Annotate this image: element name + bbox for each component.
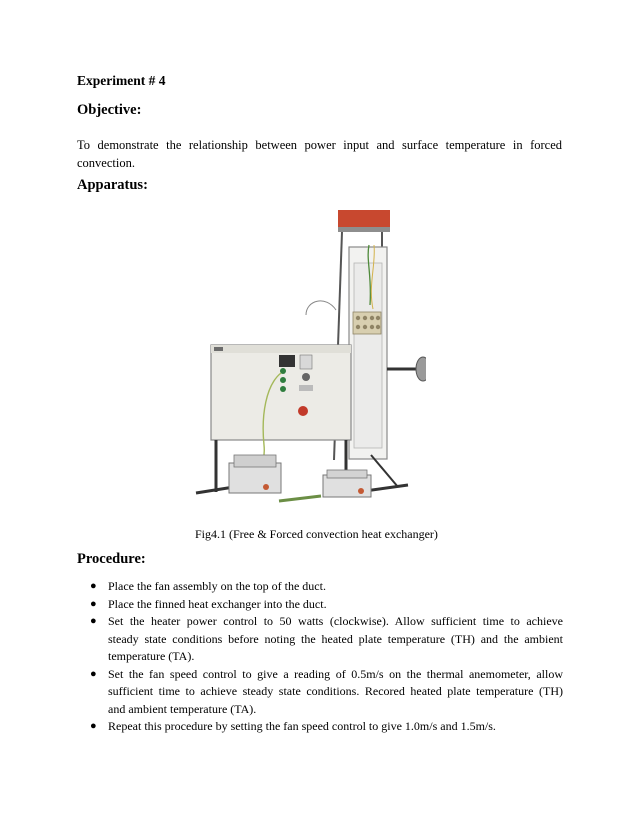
bullet-icon: ●	[90, 720, 97, 732]
bullet-icon: ●	[90, 667, 97, 680]
apparatus-illustration	[186, 205, 426, 508]
apparatus-figure	[186, 205, 426, 508]
list-item-text: Place the finned heat exchanger into the duct.	[108, 596, 327, 611]
list-item-text: steady state conditions before noting the heated plate temperature (TH) and the ambient	[108, 631, 563, 646]
objective-heading: Objective:	[77, 102, 142, 118]
list-item	[77, 578, 563, 596]
list-item-text: Set the fan speed control to give a reading of 0.5m/s on the thermal anemometer, allow	[108, 666, 563, 681]
objective-line-1: To demonstrate the relationship between power input and surface temperature in forced	[77, 138, 562, 152]
objective-text	[77, 136, 562, 172]
list-item-text: sufficient time to achieve steady state conditions. Recored heated plate temperature (TH)	[108, 684, 563, 698]
list-item-text: temperature (TA).	[108, 649, 195, 663]
red-button	[298, 406, 308, 416]
list-item	[77, 718, 563, 736]
procedure-list	[77, 578, 563, 736]
figure-caption: Fig4.1 (Free & Forced convection heat exchanger)	[195, 527, 438, 541]
experiment-title: Experiment # 4	[77, 73, 166, 88]
procedure-heading: Procedure:	[77, 551, 146, 567]
finned-heat-exchanger	[353, 312, 381, 334]
list-item	[77, 596, 563, 614]
plain-plate-unit	[229, 463, 281, 493]
list-item-text: Repeat this procedure by setting the fan speed control to give 1.0m/s and 1.5m/s.	[108, 719, 496, 733]
bullet-icon: ●	[90, 597, 97, 610]
list-item-text: and ambient temperature (TA).	[108, 701, 257, 716]
bullet-icon: ●	[90, 615, 97, 627]
bullet-icon: ●	[90, 580, 97, 592]
apparatus-heading: Apparatus:	[77, 177, 148, 193]
fan-housing	[338, 210, 390, 228]
objective-line-2: convection.	[77, 156, 135, 170]
list-item	[77, 613, 563, 666]
list-item-text: Set the heater power control to 50 watts (clockwise). Allow sufficient time to achieve	[108, 614, 563, 628]
list-item	[77, 666, 563, 719]
list-item-text: Place the fan assembly on the top of the duct.	[108, 579, 326, 593]
